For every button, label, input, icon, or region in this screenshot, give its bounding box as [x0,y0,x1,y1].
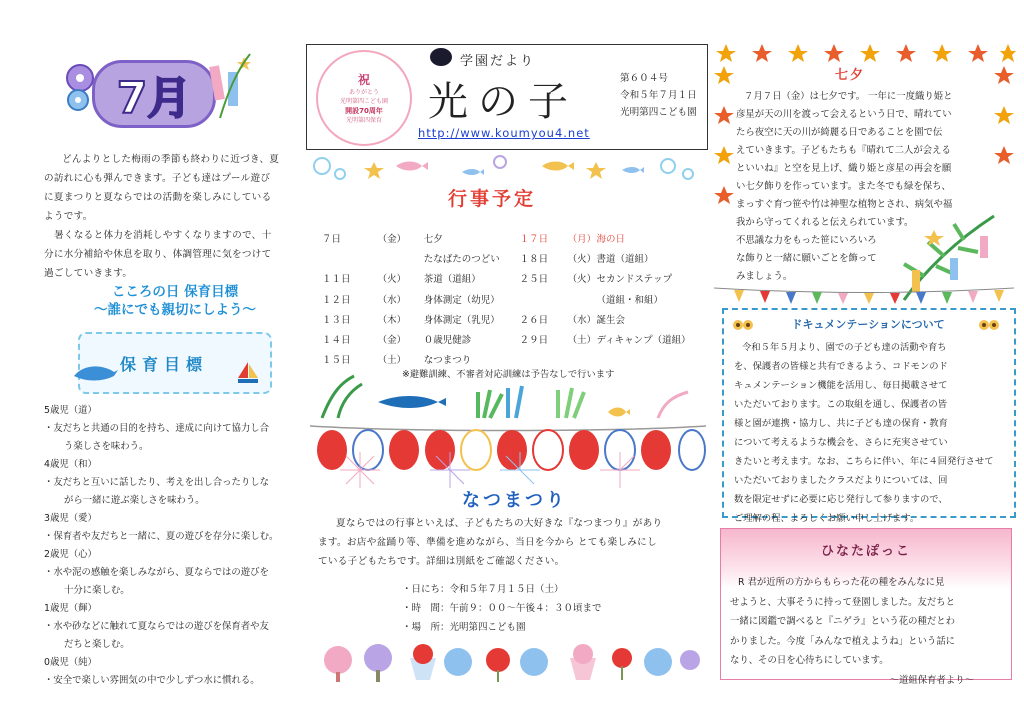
schedule-title: 行事予定 [448,188,537,210]
kokoro-title: こころの日 保育目標 ～誰にでも親切にしよう～ [94,284,256,318]
star-border-right [992,64,1016,194]
documentation-text: 令和５年５月より、園での子ども達の活動や育ち を、保護者の皆様と共有できるよう、コドモンのド キュメンテーション機能を活用し、毎日掲載させて いただいております。この取組を通し、保護者の皆 様と園が連携・協力し、共に子ども達の保育・教育 について考えるような機会を、さらに充実させてい きたいと考えます。なお、こちらに伴い、年に４回発行させて いただいておりましたクラスだよりについては、回 数を限定せずに必要に応じ発行して参りますので、 ご理解の程、よろしくお願い申し上げます。 [734,342,994,524]
summer-festival-text: 夏ならではの行事といえば、子どもたちの大好きな『なつまつり』があり ます。お店や盆踊り等、準備を進めながら、当日を今から とても楽しみにし ている子どもたちです。詳細は別紙をご確認ください。 [318,518,663,567]
tanabata-title: 七夕 [835,68,866,83]
anniversary-seal: 祝 ありがとう 光明第四こども園 開設70周年 光明第四保育 [316,50,412,146]
schedule-row: １５日 （土） なつまつり [322,355,472,367]
schedule-row: １１日 （火） 茶道（道組） ２５日 （火） セカンドステップ [322,274,673,286]
schedule-row: １２日 （水） 身体測定（幼児） （道組・和組） [322,294,663,306]
issue-info: 第６０４号 令和５年７月１日 光明第四こども園 [620,73,697,118]
newsletter-subtitle: 学園だより [460,54,536,69]
fireworks-illustration [330,452,690,488]
hoiku-goal-banner: 保育目標 [78,332,272,394]
summer-festival-details: ・日にち：令和５年７月１５日（土） ・時 間：午前９：００～午後４：３０頃まで ・場 所：光明第四こども園 [402,584,602,633]
documentation-title: ドキュメンテーションについて [791,318,945,331]
star-border-top [712,42,1016,64]
hinata-signature: ～道組保育者より～ [889,674,974,686]
month-badge: 7月 [92,60,216,128]
tanabata-text: ７月７日（金）は七夕です。 一年に一度織り姫と 彦星が天の川を渡って会えるという日で、晴れてい たら夜空に天の川が綺麗る日であることを園で伝 えていきます。子どもたちも『晴れて二人が会える といいね』と空を見上げ、織り姫と彦星の再会を願 い七夕飾りを作っています。また冬でも緑を保ち、 まっすぐ育つ笹や竹は神聖な植物とされ、病気や福 我から守ってくれると伝えられています。 不思議な力をもった笹にいろいろ な飾りと一緒に願いごとを飾って みましょう。 [736,91,953,282]
hinata-text: R 君が近所の方からもらった花の種をみんなに見 せようと、大事そうに持って登園しました。友だちと 一緒に図鑑で調べると『ニゲラ』という花の種だとわ かりました。今度「みんなで植えようね」という話に なり、その日を心待ちにしています。 ～道組保育者より～ [730,573,1004,690]
pennant-garland [714,286,1014,304]
sea-plants-illustration [318,372,702,420]
schedule-row: ７日 （金） 七夕 １７日 （月） 海の日 [322,234,625,245]
hinata-title: ひなたぽっこ [820,544,911,559]
star-border-left [712,64,736,224]
intro-text: どんよりとした梅雨の季節も終わりに近づき、夏 の訪れに心も弾んできます。子ども達はプール遊び に夏まつりと夏ならではの活動を楽しみにしている ようです。 暑くなると体力を消耗しやすくなりますので、十 分に水分補給や休息を取り、体調管理に気をつけて 過ごしていきます。 [44,154,280,279]
schedule-row: たなばたのつどい １８日 （火） 書道（道組） [423,254,654,266]
sailboat-icon [236,360,260,386]
summer-festival-title: なつまつり [462,490,567,511]
newsletter-title: 光の子 [428,79,578,125]
festival-goods-illustration [318,640,702,684]
website-link[interactable]: http://www.koumyou4.net [418,126,590,140]
schedule-row: １３日 （木） 身体測定（乳児） ２６日 （水） 誕生会 [322,314,625,326]
drill-notice: ※避難訓練、不審者対応訓練は予告なしで行います [402,369,615,380]
goal-list: 5歳児（道） ・友だちと共通の目的を持ち、達成に向けて協力し合 う楽しさを味わう。 4歳児（和） ・友だちと互いに話したり、考えを出し合ったりしな がら一緒に遊ぶ楽しさを味わう。 3歳児（愛） ・保育者や友だちと一緒に、夏の遊びを存分に楽しむ。 2歳児（心） ・水や泥の感触を楽しみながら、夏ならではの遊びを 十分に楽しむ。 1歳児（輝） ・水や砂などに触れて夏ならではの遊びを保育者や友 だちと楽しむ。 0歳児（純） ・安全で楽しい雰囲気の中で少しずつ水に慣れる。 [44,405,279,686]
dolphin-icon [72,362,118,384]
schedule-table [322,230,702,371]
bubble-fish-decoration [312,152,706,182]
schedule-row: １４日 （金） ０歳児健診 ２９日 （土） ディキャンプ（道組） [322,334,691,346]
tanzaku-decoration [206,52,256,122]
owl-logo-icon [430,48,452,66]
